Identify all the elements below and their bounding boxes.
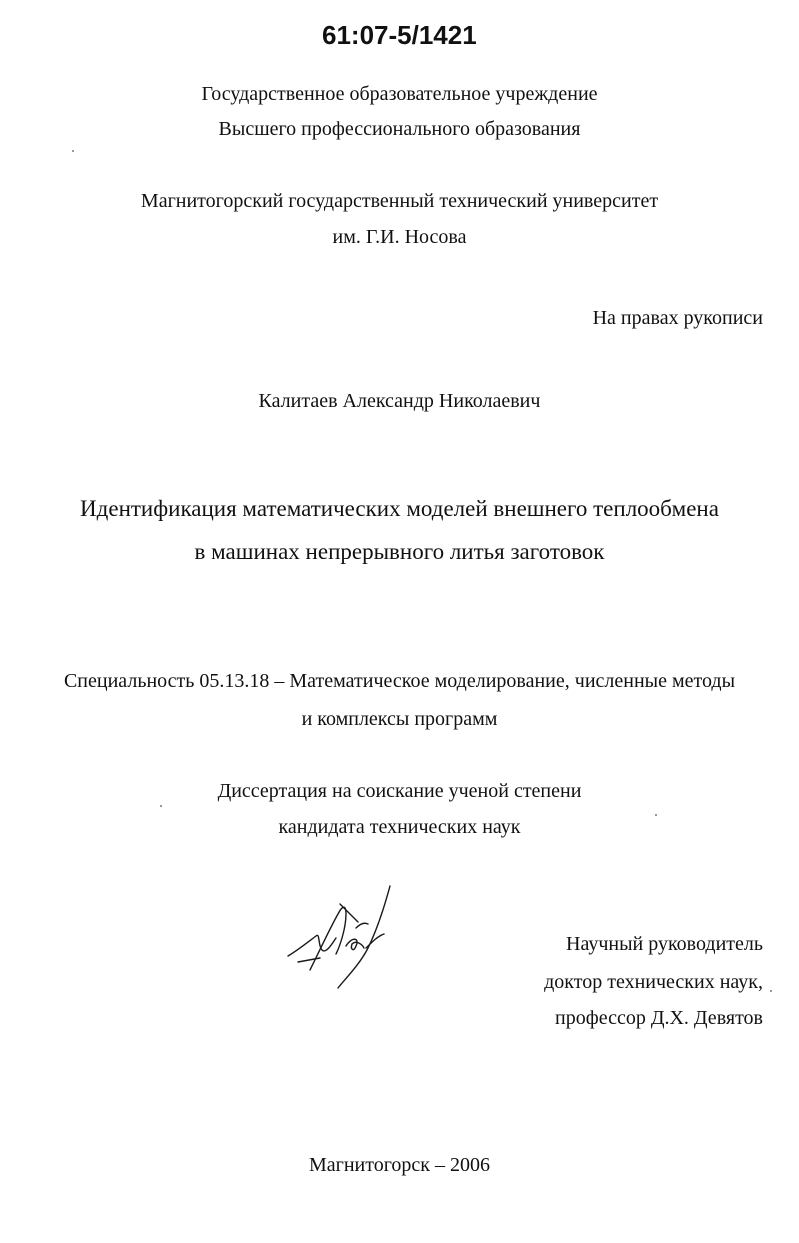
university-line-2: им. Г.И. Носова xyxy=(332,226,467,248)
degree-line-2: кандидата технических наук xyxy=(278,816,521,838)
rights-notice: На правах рукописи xyxy=(592,307,763,329)
author-name: Калитаев Александр Николаевич xyxy=(258,390,541,412)
scan-speck xyxy=(655,814,657,816)
thesis-title-line-1: Идентификация математических моделей внешнего теплообмена xyxy=(80,496,719,521)
institution-line-2: Высшего профессионального образования xyxy=(218,118,581,140)
author-signature-image xyxy=(280,884,400,994)
university-line-1: Магнитогорский государственный технический университет xyxy=(140,190,659,212)
scan-speck xyxy=(72,150,74,152)
institution-line-1: Государственное образовательное учреждение xyxy=(201,83,598,105)
supervisor-line-1: Научный руководитель xyxy=(566,933,763,955)
scan-speck xyxy=(770,990,772,992)
degree-line-1: Диссертация на соискание ученой степени xyxy=(217,780,582,802)
supervisor-line-3: профессор Д.Х. Девятов xyxy=(555,1007,763,1029)
archive-stamp: 61:07-5/1421 xyxy=(322,20,477,50)
specialty-line-1: Специальность 05.13.18 – Математическое моделирование, численные методы xyxy=(63,670,736,692)
supervisor-line-2: доктор технических наук, xyxy=(544,971,763,993)
scan-speck xyxy=(160,805,162,807)
thesis-title-line-2: в машинах непрерывного литья заготовок xyxy=(194,539,605,564)
footer-city-year: Магнитогорск – 2006 xyxy=(308,1154,491,1176)
specialty-line-2: и комплексы программ xyxy=(301,708,498,730)
